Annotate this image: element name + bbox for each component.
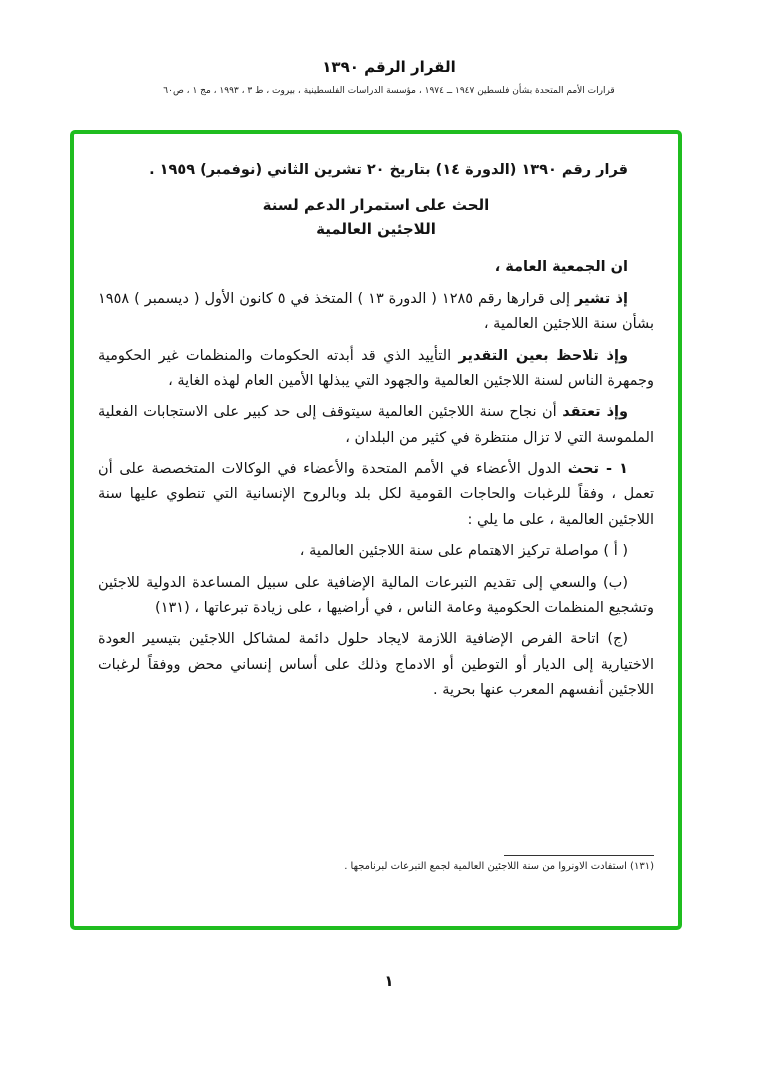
source-citation: قرارات الأمم المتحدة بشأن فلسطين ١٩٤٧ ــ ١٩٧٤ ، مؤسسة الدراسات الفلسطينية ، بيروت ، ط ٣ ، ١٩٩٣ ، مج ١ ، ص٦٠ xyxy=(163,86,615,96)
resolution-intro: قرار رقم ١٣٩٠ (الدورة ١٤) بتاريخ ٢٠ تشرين الثاني (نوفمبر) ١٩٥٩ . xyxy=(149,162,628,178)
footnote-separator xyxy=(504,855,654,856)
footnote-area xyxy=(98,855,654,872)
paragraph-text: أن نجاح سنة اللاجئين العالمية سيتوقف إلى حد كبير على الاستجابات الفعلية الملموسة التي لا تزال منتظرة في كثير من البلدان ، xyxy=(98,404,654,446)
paragraph-lead: ١ - تحث xyxy=(567,461,628,477)
paragraph-text: الدول الأعضاء في الأمم المتحدة والأعضاء في الوكالات المتخصصة على أن تعمل ، وفقاً للرغبات والحاجات القومية لكل بلد وبالروح الإنسانية التي تنطوي عليها سنة اللاجئين العالمية ، على ما يلي : xyxy=(98,461,654,528)
paragraph-urges xyxy=(98,457,654,533)
paragraph-item-c xyxy=(98,627,654,703)
heading-line-1: الحث على استمرار الدعم لسنة xyxy=(262,196,490,215)
paragraph-text: (ج) اتاحة الفرص الإضافية اللازمة لايجاد حلول دائمة لمشاكل اللاجئين بتيسير العودة الاختيارية إلى الديار أو التوطين أو الادماج وذلك على أساس إنساني محض ووفقاً لرغبات اللاجئين أنفسهم المعرب عنها بحرية . xyxy=(98,631,654,698)
footnote-text: (١٣١) استفادت الاونروا من سنة اللاجئين العالمية لجمع التبرعات لبرنامجها . xyxy=(344,861,654,872)
paragraph-recalling xyxy=(98,287,654,338)
paragraph-item-a xyxy=(98,539,654,564)
paragraph-preamble xyxy=(98,255,654,280)
document-frame xyxy=(70,130,682,930)
page-number: ١ xyxy=(384,972,394,990)
paragraph-lead: ان الجمعية العامة ، xyxy=(494,259,628,276)
paragraph-item-b xyxy=(98,571,654,622)
paragraph-believing xyxy=(98,400,654,451)
document-heading xyxy=(98,193,654,241)
paragraph-lead: إذ تشير xyxy=(575,290,628,307)
paragraph-text: التأييد الذي قد أبدته الحكومات والمنظمات غير الحكومية وجمهرة الناس لسنة اللاجئين العالمية والجهود التي يبذلها الأمين العام لهذه الغاية ، xyxy=(98,347,654,389)
paragraph-noting xyxy=(98,344,654,395)
paragraph-text: إلى قرارها رقم ١٢٨٥ ( الدورة ١٣ ) المتخذ في ٥ كانون الأول ( ديسمبر ) ١٩٥٨ بشأن سنة اللاجئين العالمية ، xyxy=(98,290,654,333)
paragraph-text: ( أ ) مواصلة تركيز الاهتمام على سنة اللاجئين العالمية ، xyxy=(299,543,628,560)
heading-line-2: اللاجئين العالمية xyxy=(316,220,436,239)
document-body xyxy=(98,158,654,902)
paragraph-text: (ب) والسعي إلى تقديم التبرعات المالية الإضافية على سبيل المساعدة الدولية للاجئين وتشجيع المنظمات الحكومية وعامة الناس ، في أراضيها ، على زيادة تبرعاتها ، (١٣١) xyxy=(98,574,654,616)
resolution-number-title: القرار الرقم ١٣٩٠ xyxy=(322,58,456,76)
paragraph-lead: وإذ تعتقد xyxy=(562,404,628,421)
paragraph-lead: وإذ تلاحظ بعين التقدير xyxy=(458,347,628,364)
